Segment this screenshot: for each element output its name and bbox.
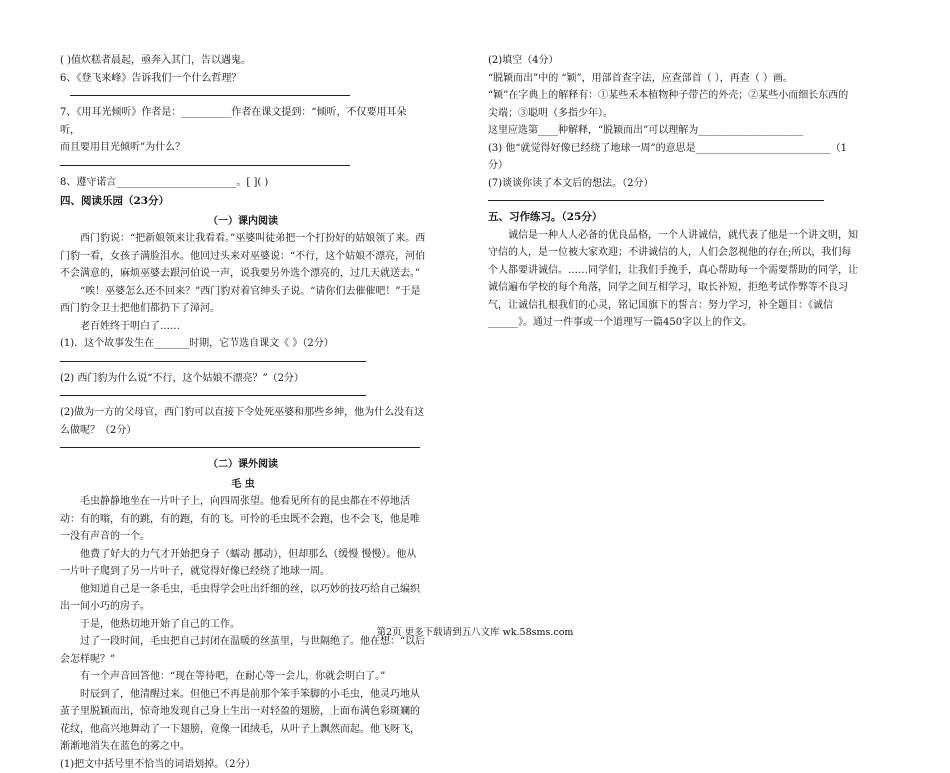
question-3-line1: (2)做为一方的父母官，西门豹可以直接下令处死巫婆和那些乡绅，他为什么没有这 [60,404,426,422]
article-paragraph: 他知道自己是一条毛虫，毛虫得学会吐出纤细的丝，以巧妙的技巧给自己编织出一间小巧的房子。 [60,581,426,616]
article-paragraph: 过了一段时间，毛虫把自己封闭在温暖的丝茧里，与世隔绝了。他在想：“以后会怎样呢？” [60,633,426,668]
article-paragraph: 有一个声音回答他：“现在等待吧，在耐心等一会儿，你就会明白了。” [60,668,426,686]
section-4-heading: 四、阅读乐园（23分） [60,193,426,211]
passage-paragraph: 西门豹说：“把新娘领来让我看看。”巫婆叫徒弟把一个打扮好的姑娘领了来。西门豹一看，女孩子满脸泪水。他回过头来对巫婆说：“不行，这个姑娘不漂亮，河伯不会满意的，麻烦巫婆去跟河伯说一声，说我要另外选个漂亮的，过几天就送去。” [60,230,426,283]
section-5-heading: 五、习作练习。（25分） [488,209,858,227]
question-fill-radical: “脱颖而出”中的 “颖”，用部首查字法，应查部首（ ），再查（ ）画。 [488,70,858,88]
question-3-line2: 么做呢？（2分） [60,422,426,440]
right-column [488,52,858,332]
answer-line [60,157,350,166]
question-5: ( )值炊糕者晨起，亟奔入其门，告以遇鬼。 [60,52,426,70]
article-question-1: (1)把文中括号里不恰当的词语划掉。（2分） [60,756,426,773]
answer-line [60,439,420,448]
question-fill-choice: 这里应选第____种解释，“脱颖而出”可以理解为_____________________ [488,122,858,140]
answer-line [70,87,350,96]
page-footer: 第2页 更多下载请到五八文库 wk.58sms.com [0,624,950,638]
question-fill: (2)填空（4分） [488,52,858,70]
article-paragraph: 毛虫静静地坐在一片叶子上，向四周张望。他看见所有的昆虫都在不停地活动：有的嗡，有的跳，有的跑，有的飞。可怜的毛虫既不会跑，也不会飞，他是唯一没有声音的一个。 [60,493,426,546]
question-7-line2: 而且要用目光倾听”为什么？ [60,139,426,157]
question-1: (1)．这个故事发生在_______时期，它节选自课文《 》（2分） [60,335,426,353]
question-fill-definition: “颖”在字典上的解释有：①某些禾本植物种子带芒的外壳；②某些小而细长东西的尖端；③聪明（多指少年）。 [488,87,858,122]
answer-line [60,387,366,396]
question-6: 6、《登飞来峰》告诉我们一个什么哲理？ [60,70,426,88]
question-8: 8、遵守诺言________________________。[ ]( ) [60,174,426,192]
article-paragraph: 时辰到了，他清醒过来。但他已不再是前那个笨手笨脚的小毛虫，他灵巧地从茧子里脱颖而出，惊奇地发现自己身上生出一对轻盈的翅膀，上面布满色彩斑斓的花纹，他高兴地舞动了一下翅膀，竟像一团绒毛，从叶子上飘然而起。他飞呀飞，渐渐地消失在蓝色的雾之中。 [60,686,426,756]
article-title: 毛 虫 [60,476,426,494]
passage-paragraph: 老百姓终于明白了…… [60,318,426,336]
question-2: (2) 西门豹为什么说“不行，这个姑娘不漂亮？”（2分） [60,370,426,388]
subsection-2-heading: （二）课外阅读 [60,456,426,474]
subsection-1-heading: （一）课内阅读 [60,213,426,231]
question-7-line1: 7、《用耳光倾听》作者是：__________作者在课文提到：“倾听，不仅要用耳朵听， [60,104,426,139]
essay-prompt: 诚信是一种人人必备的优良品格，一个人讲诚信，就代表了他是一个讲文明，知守信的人，是一位被大家欢迎；不讲诚信的人，人们会忽视他的存在;所以，我们每个人都要讲诚信。……同学们，让我们手挽手，真心帮助每一个需要帮助的同学，让诚信遍布学校的每个角落，同学之间互相学习，取长补短，拒绝考试作弊等不良习气，让诚信扎根我们的心灵，铭记国旗下的誓言：努力学习，补全题目：《诚信______》。通过一件事或一个道理写一篇450字以上的作文。 [488,227,858,332]
answer-line [60,353,366,362]
question-7-thoughts: (7)谈谈你读了本文后的想法。（2分） [488,175,858,193]
article-paragraph: 他费了好大的力气才开始把身子（蠕动 挪动），但却那么（缓慢 慢慢）。他从一片叶子爬到了另一片叶子，就觉得好像已经绕了地球一周。 [60,546,426,581]
left-column [60,52,426,773]
passage-paragraph: “唉！巫婆怎么还不回来？”西门豹对着官绅头子说。“请你们去催催吧！”于是西门豹令卫士把他们都扔下了漳河。 [60,283,426,318]
article-paragraph: 于是，他热切地开始了自己的工作。 [60,616,426,634]
answer-line [488,192,824,201]
question-3-meaning: (3) 他“就觉得好像已经绕了地球一周”的意思是___________________________（1分） [488,140,858,175]
